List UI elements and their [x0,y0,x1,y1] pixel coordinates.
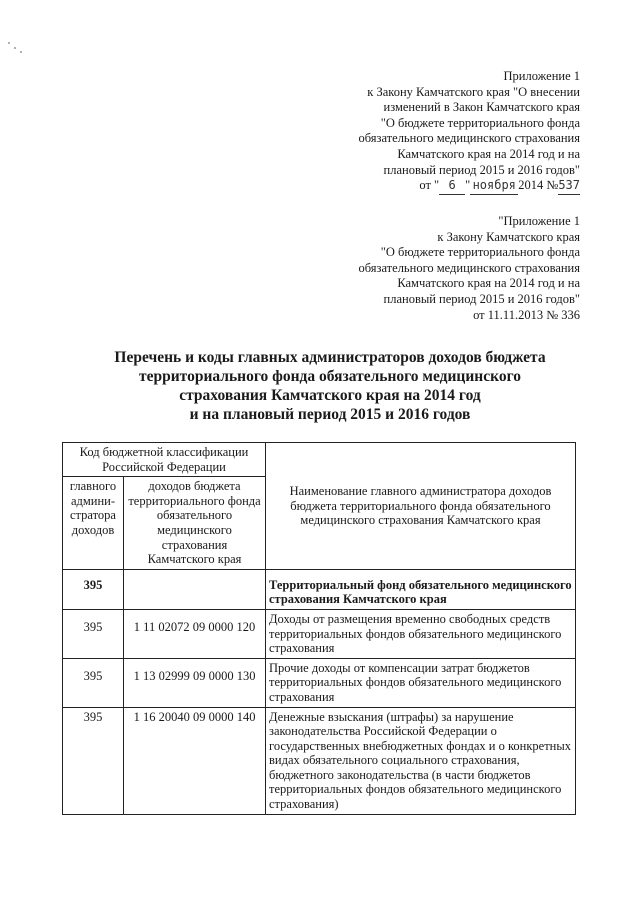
date-day: 6 [439,178,465,195]
appendix-2-line: к Закону Камчатского края [437,229,580,244]
header-classification-code: Код бюджетной классификации Российской Федерации [63,443,266,477]
cell-admin-name: Денежные взыскания (штрафы) за нарушение законодательства Российской Федерации о государственных внебюджетных фондах и о конкретных видах обязательного социального страхования, бюджетного законодательства (в части бюджетов территориальных фондов обязательного медицинского страхования) [266,707,576,814]
appendix-1-line: Приложение 1 [503,69,580,83]
appendix-1-date [358,178,580,195]
date-quote: " [465,178,471,193]
header-admin-name: Наименование главного администратора доходов бюджета территориального фонда обязательного медицинского страхования Камчатского края [266,443,576,570]
table-row [63,707,576,814]
appendix-2-line: от 11.11.2013 № 336 [473,307,580,322]
scan-speck [8,42,10,44]
table-row [63,569,576,609]
document-title [60,348,600,424]
appendix-1-line: изменений в Закон Камчатского края [383,100,580,115]
appendix-2-line: плановый период 2015 и 2016 годов" [383,291,580,306]
appendix-1-line: "О бюджете территориального фонда [380,115,580,130]
cell-revenue-code [124,569,266,609]
appendix-1-line: к Закону Камчатского края "О внесении [367,84,580,99]
cell-admin-name: Территориальный фонд обязательного медицинского страхования Камчатского края [266,569,576,609]
cell-admin-name: Прочие доходы от компенсации затрат бюджетов территориальных фондов обязательного медицинского страхования [266,658,576,707]
title-line: и на плановый период 2015 и 2016 годов [189,406,471,423]
budget-codes-table [62,442,576,815]
table-header-row [63,443,576,477]
date-month: ноября [470,178,518,195]
appendix-1-line: обязательного медицинского страхования [358,131,580,146]
header-revenue-code: доходов бюджета территориального фонда обязательного медицинского страхования Камчатского края [124,477,266,570]
appendix-1-header [358,69,580,195]
header-main-admin: главного админи-стратора доходов [63,477,124,570]
appendix-2-line: Камчатского края на 2014 год и на [397,276,580,291]
date-year: 2014 № [518,178,559,193]
cell-admin-code: 395 [63,658,124,707]
appendix-2-line: обязательного медицинского страхования [358,260,580,275]
table-row [63,609,576,658]
table-row [63,658,576,707]
appendix-1-line: Камчатского края на 2014 год и на [397,146,580,161]
cell-admin-name: Доходы от размещения временно свободных средств территориальных фондов обязательного медицинского страхования [266,609,576,658]
cell-admin-code: 395 [63,707,124,814]
title-line: Перечень и коды главных администраторов доходов бюджета [114,349,546,366]
cell-admin-code: 395 [63,569,124,609]
scan-speck [14,47,16,49]
title-line: территориального фонда обязательного медицинского [139,368,521,385]
cell-revenue-code: 1 11 02072 09 0000 120 [124,609,266,658]
date-prefix: от " [419,178,440,193]
appendix-2-line: "Приложение 1 [498,214,580,228]
cell-admin-code: 395 [63,609,124,658]
scan-speck [20,51,22,53]
appendix-2-line: "О бюджете территориального фонда [380,245,580,260]
appendix-2-header [358,214,580,323]
document-number: 537 [558,178,580,195]
cell-revenue-code: 1 13 02999 09 0000 130 [124,658,266,707]
appendix-1-line: плановый период 2015 и 2016 годов" [383,162,580,177]
title-line: страхования Камчатского края на 2014 год [179,387,481,404]
cell-revenue-code: 1 16 20040 09 0000 140 [124,707,266,814]
